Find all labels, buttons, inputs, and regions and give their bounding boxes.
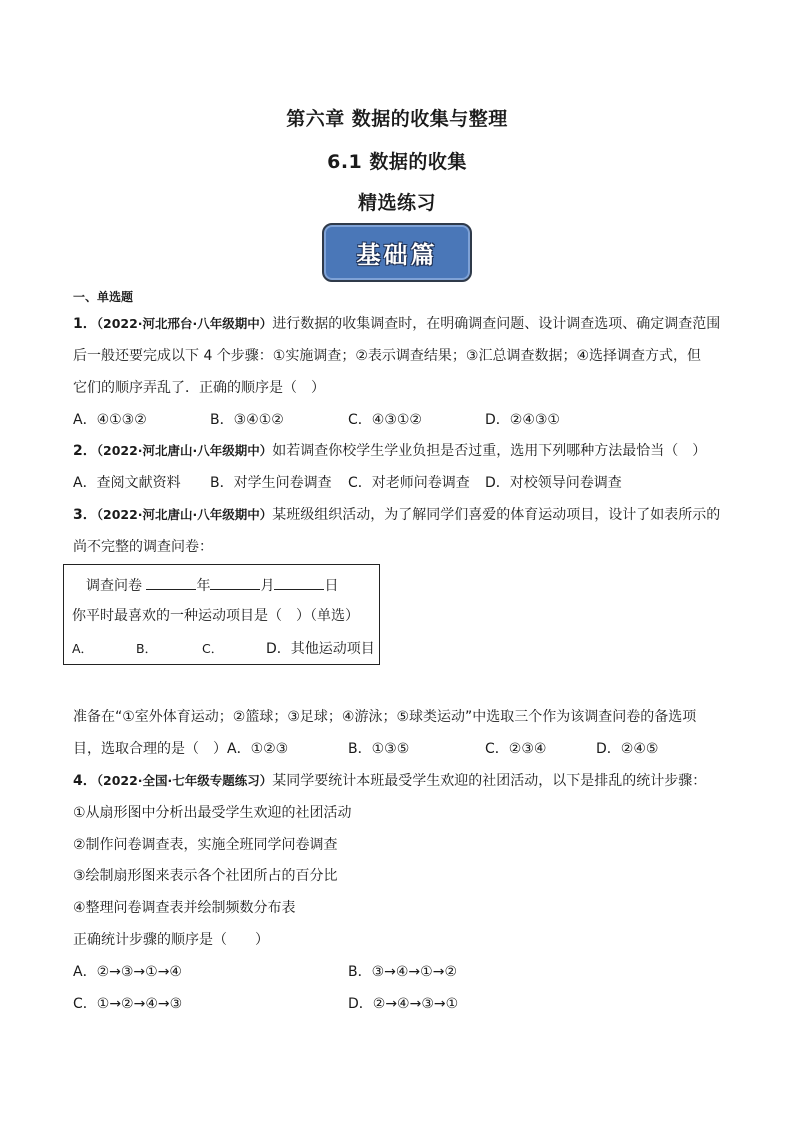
question-4-step-2: ②制作问卷调查表，实施全班同学问卷调查	[73, 837, 338, 853]
question-2-line-1	[73, 441, 706, 461]
section-title: 6.1 数据的收集	[327, 151, 467, 173]
question-4-option-a: A．②→③→①→④	[73, 964, 182, 980]
question-1-source: （2022·河北邢台·八年级期中）	[96, 316, 273, 331]
question-3-option-d: D．②④⑤	[596, 741, 659, 757]
question-3-option-a: A．①②③	[227, 741, 289, 757]
question-2-option-a: A．查阅文献资料	[73, 475, 181, 491]
question-2-source: （2022·河北唐山·八年级期中）	[96, 443, 273, 458]
question-4-step-4: ④整理问卷调查表并绘制频数分布表	[73, 900, 296, 916]
question-4-text: 某同学要统计本班最受学生欢迎的社团活动，以下是排乱的统计步骤：	[272, 773, 707, 789]
survey-option-b: B．	[136, 641, 158, 656]
question-1-number: 1．	[73, 316, 97, 332]
level-badge	[322, 223, 472, 282]
question-4-option-d: D．②→④→③→①	[348, 996, 459, 1012]
question-2-option-b: B．对学生问卷调查	[210, 475, 332, 491]
question-3-option-c: C．②③④	[485, 741, 547, 757]
question-3-text: 某班级组织活动，为了解同学们喜爱的体育运动项目，设计了如表所示的	[272, 507, 721, 523]
chapter-title: 第六章 数据的收集与整理	[286, 108, 508, 130]
question-2-option-d: D．对校领导问卷调查	[485, 475, 622, 491]
survey-option-d: D．其他运动项目	[266, 641, 375, 657]
question-2-text: 如若调查你校学生学业负担是否过重，选用下列哪种方法最恰当（ ）	[272, 443, 707, 459]
question-3-option-b: B．①③⑤	[348, 741, 410, 757]
survey-date-line	[86, 575, 338, 596]
question-1-option-d: D．②④③①	[485, 412, 560, 428]
survey-box	[63, 564, 380, 665]
survey-question: 你平时最喜欢的一种运动项目是（ ）（单选）	[72, 608, 359, 624]
question-2-number: 2．	[73, 443, 97, 459]
survey-option-c: C．	[202, 641, 224, 656]
question-2-option-c: C．对老师问卷调查	[348, 475, 470, 491]
question-1-option-b: B．③④①②	[210, 412, 284, 428]
question-1-line-3: 它们的顺序弄乱了．正确的顺序是（ ）	[73, 380, 325, 396]
section-heading: 一、单选题	[73, 290, 134, 304]
survey-day-blank	[274, 575, 324, 590]
survey-day: 日	[324, 578, 339, 594]
question-4-prompt: 正确统计步骤的顺序是（ ）	[73, 932, 269, 948]
question-3-after-line-1: 准备在“①室外体育运动；②篮球；③足球；④游泳；⑤球类运动”中选取三个作为该调查问卷的备选项	[73, 709, 697, 725]
question-4-option-c: C．①→②→④→③	[73, 996, 183, 1012]
question-4-step-3: ③绘制扇形图来表示各个社团所占的百分比	[73, 868, 338, 884]
question-3-line-1	[73, 505, 720, 525]
question-3-source: （2022·河北唐山·八年级期中）	[96, 507, 273, 522]
survey-year: 年	[196, 578, 211, 594]
survey-month: 月	[260, 578, 275, 594]
survey-month-blank	[210, 575, 260, 590]
question-1-text: 进行数据的收集调查时，在明确调查问题、设计调查选项、确定调查范围	[272, 316, 721, 332]
survey-option-a: A．	[72, 641, 94, 656]
exercise-title: 精选练习	[357, 192, 436, 214]
level-badge-label: 基础篇	[356, 240, 438, 269]
question-3-line-2: 尚不完整的调查问卷：	[73, 539, 213, 555]
question-1-line-1	[73, 314, 720, 334]
question-4-number: 4．	[73, 773, 97, 789]
question-4-line-1	[73, 771, 706, 791]
question-1-line-2: 后一般还要完成以下 4 个步骤：①实施调查；②表示调查结果；③汇总调查数据；④选择调查方式，但	[73, 348, 702, 364]
question-3-after-line-2: 目，选取合理的是（ ）	[73, 741, 227, 757]
survey-label: 调查问卷	[86, 578, 142, 594]
question-1-option-c: C．④③①②	[348, 412, 422, 428]
question-4-option-b: B．③→④→①→②	[348, 964, 457, 980]
question-4-source: （2022·全国·七年级专题练习）	[96, 773, 273, 788]
question-3-number: 3．	[73, 507, 97, 523]
question-1-option-a: A．④①③②	[73, 412, 147, 428]
question-4-step-1: ①从扇形图中分析出最受学生欢迎的社团活动	[73, 805, 352, 821]
survey-year-blank	[146, 575, 196, 590]
